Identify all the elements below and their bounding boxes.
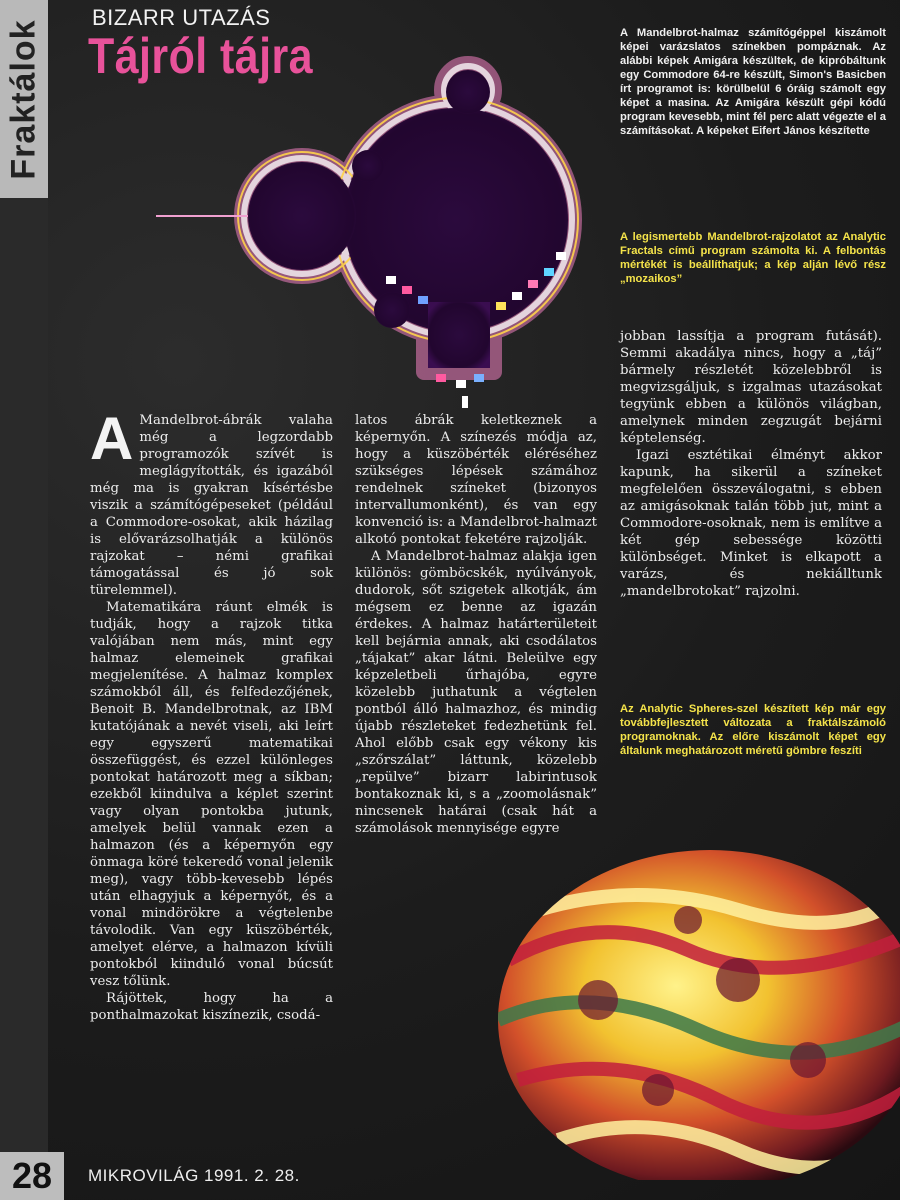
caption-top: A Mandelbrot-halmaz számítógéppel kiszámolt képei varázslatos színekben pompáznak. Az alábbi képek Amigára készültek, de kipróbáltunk egy Commodore 64-re készült, Simon's Basicben írt programot is: körülbelül 6 óráig számolt egy képet a masina. Az Amigára készült gépi kódú program kevesebb, mint fél perc alatt végezte el a számításokat. A képeket Eifert János készítette: [620, 27, 886, 137]
article-column-3: [620, 328, 882, 600]
fractal-sphere-illustration: [478, 820, 900, 1180]
col2-paragraph-2: A Mandelbrot-halmaz alakja igen különös: gömböcskék, nyúlványok, dudorok, sőt szigetek alkotják, ám mégsem ez benne az igazán érdekes. A halmaz határterületeit kell bejárnia annak, aki csodálatos „tájakat” akar látni. Beleülve egy képzeletbeli űrhajóba, egyre közelebb juthatunk a végtelen pontból álló halmazhoz, és mindig újabb részleteket fedezhetünk fel. Ahol előbb csak egy vékony kis „szőrszálat” láttunk, közelebb „repülve” bizarr labirintusok bontakoznak ki, s a „zoomolásnak” nincsenek határai (csak hát a számolások mennyisége egyre: [355, 549, 597, 836]
dropcap: A: [90, 405, 134, 472]
col1-paragraph-1: Mandelbrot-ábrák valaha még a legzordabb programozók szívét is meglágyították, és igazából még ma is gyakran kísértésbe viszik a számítógépeseket (például a Commodore-osokat, akik házilag is elővarázsolhatják a különös rajzokat – némi grafikai támogatással és jó sok türelemmel).: [90, 413, 333, 598]
kicker: BIZARR UTAZÁS: [92, 5, 271, 30]
mandelbrot-illustration: [156, 40, 616, 410]
page-number: 28: [0, 1152, 64, 1200]
col3-paragraph-2: Igazi esztétikai élményt akkor kapunk, ha sikerül a színeket megfelelően összeválogatni, s ebben az amigásoknak talán több jut, mint a Commodore-osoknak, nem is említve a két gép sebessége közötti különbséget. Minket is elkapott a varázs, és nekiálltunk „mandelbrotokat” rajzolni.: [620, 448, 882, 599]
issue-footer: MIKROVILÁG 1991. 2. 28.: [88, 1166, 300, 1185]
col1-paragraph-3: Rájöttek, hogy ha a ponthalmazokat kiszínezik, csodá-: [90, 991, 333, 1023]
col1-paragraph-2: Matematikára ráunt elmék is tudják, hogy a rajzok titka valójában nem más, mint egy halmaz elemeinek grafikai megjelenítése. A halmaz komplex számokból áll, és felfedezőjének, Benoit B. Mandelbrotnak, az IBM kutatójának a nevét viseli, aki leírt egy egyszerű matematikai összefüggést, és ezzel különleges pontokat határozott meg a síkban; ezekből kiindulva a képlet szerint vagy olyan pontokba jutunk, amelyek belül vannak ezen a halmazon (és a képernyőn egy önmaga köré tekeredő vonal jelenik meg), vagy több-kevesebb lépés után elhagyjuk a képernyőt, és a vonal mindörökre a végtelenbe távolodik. Van egy küszöbérték, amelyet elérve, a halmazon kívüli pontokból kiinduló vonal búcsút vesz tőlünk.: [90, 600, 333, 989]
article-column-1: [90, 405, 333, 1024]
section-label: Fraktálok: [4, 18, 43, 180]
caption-middle: A legismertebb Mandelbrot-rajzolatot az Analytic Fractals című program számolta ki. A felbontás mértékét is beállíthatjuk; a kép alján lévő rész „mozaikos”: [620, 231, 886, 285]
headline: Tájról tájra: [88, 28, 314, 84]
col2-paragraph-1: latos ábrák keletkeznek a képernyőn. A színezés módja az, hogy a küszöbérték eléréséhez szükséges lépések számához rendelnek színeket (bizonyos intervallumonként), és van egy konvenció is: a Mandelbrot-halmazt alkotó pontokat feketére rajzolják.: [355, 413, 597, 547]
section-tab: [0, 0, 48, 198]
col3-paragraph-1: jobban lassítja a program futását). Semmi akadálya nincs, hogy a „táj” bármely részletét közelebbről is megvizsgáljuk, s izgalmas utazásokat tegyünk ebben a különös világban, amelynek minden zegzugát bejárni képtelenség.: [620, 329, 882, 446]
article-column-2: [355, 412, 597, 837]
caption-bottom: Az Analytic Spheres-szel készített kép már egy továbbfejlesztett változata a fraktálszámoló programoknak. Az előre kiszámolt képet egy általunk meghatározott méretű gömbre feszíti: [620, 703, 886, 757]
